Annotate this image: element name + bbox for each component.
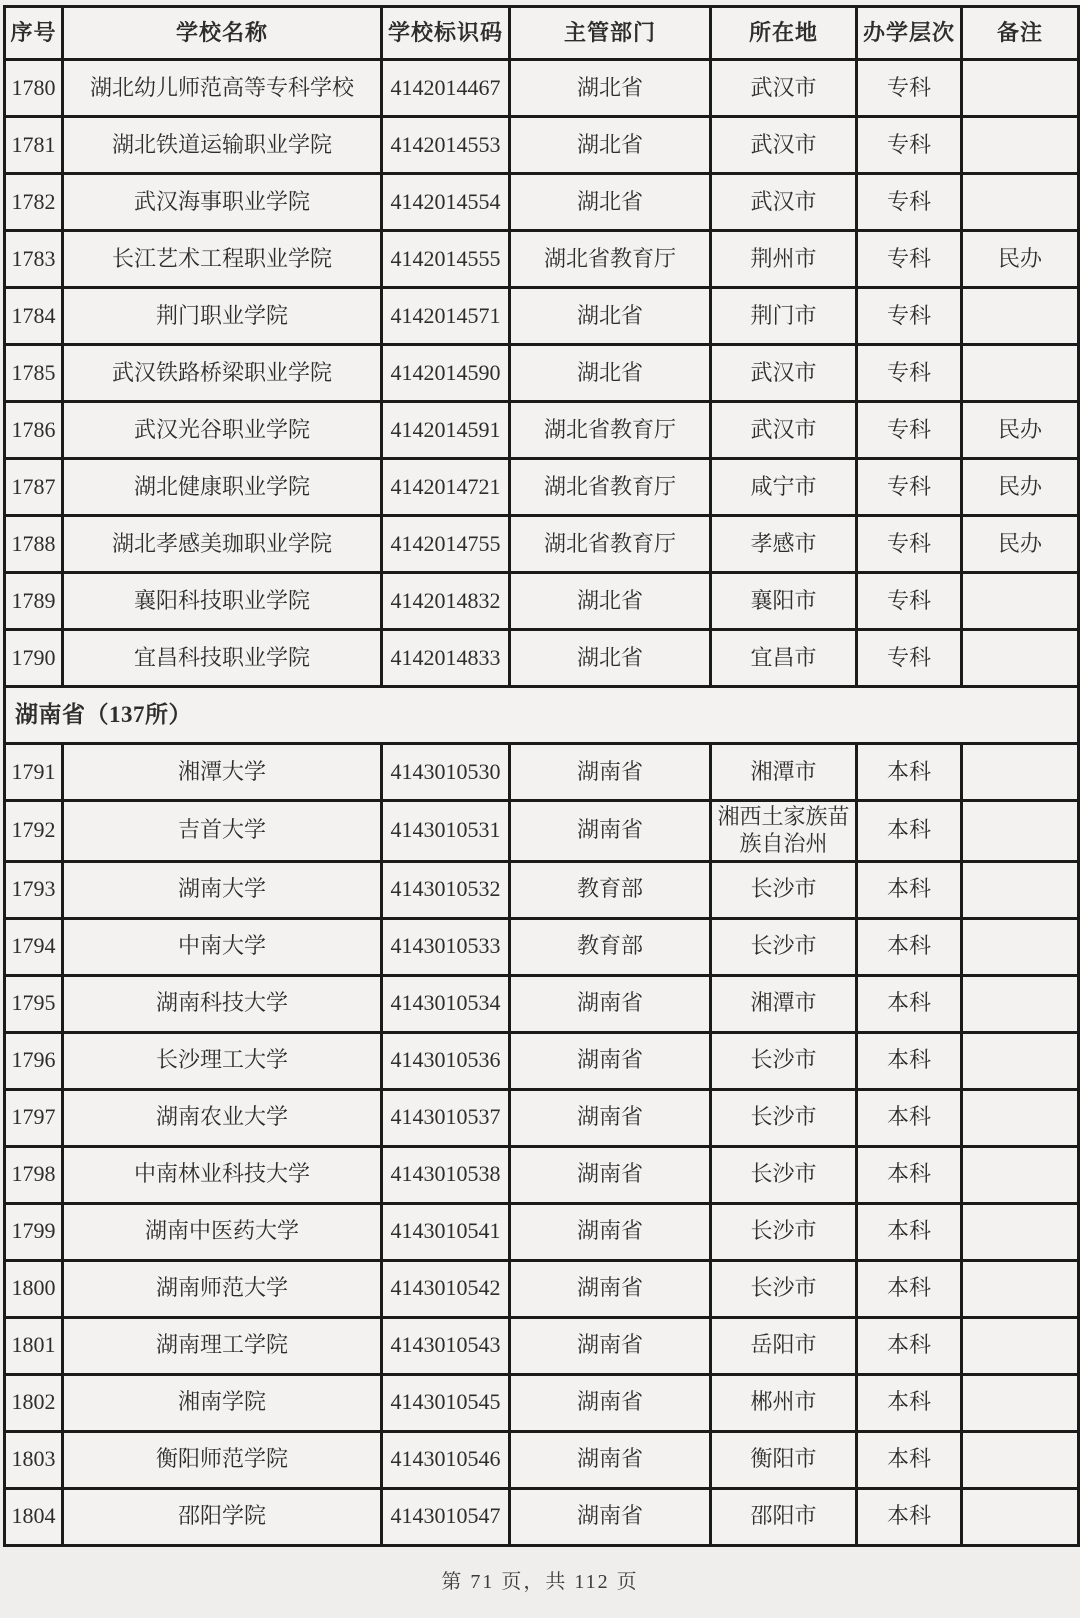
cell-name: 长江艺术工程职业学院	[63, 231, 382, 288]
cell-dept: 湖北省	[510, 60, 711, 117]
cell-name: 襄阳科技职业学院	[63, 573, 382, 630]
table-row	[5, 1260, 1079, 1317]
cell-dept: 湖北省教育厅	[510, 231, 711, 288]
table-row	[5, 801, 1079, 862]
table-row	[5, 861, 1079, 918]
cell-level: 专科	[857, 345, 962, 402]
cell-no: 1801	[5, 1317, 63, 1374]
cell-level: 专科	[857, 459, 962, 516]
cell-code: 4143010533	[382, 918, 510, 975]
cell-city: 襄阳市	[711, 573, 857, 630]
cell-note	[962, 918, 1079, 975]
cell-code: 4142014467	[382, 60, 510, 117]
table-row	[5, 288, 1079, 345]
cell-dept: 湖北省	[510, 345, 711, 402]
cell-note	[962, 1431, 1079, 1488]
cell-dept: 湖北省	[510, 288, 711, 345]
cell-dept: 湖南省	[510, 801, 711, 862]
table-row	[5, 573, 1079, 630]
cell-no: 1802	[5, 1374, 63, 1431]
cell-city: 荆州市	[711, 231, 857, 288]
cell-city: 岳阳市	[711, 1317, 857, 1374]
cell-name: 湖北孝感美珈职业学院	[63, 516, 382, 573]
cell-dept: 湖南省	[510, 1146, 711, 1203]
cell-dept: 湖北省教育厅	[510, 459, 711, 516]
cell-code: 4143010546	[382, 1431, 510, 1488]
cell-note	[962, 1317, 1079, 1374]
cell-dept: 湖南省	[510, 1203, 711, 1260]
table-row	[5, 60, 1079, 117]
cell-level: 专科	[857, 573, 962, 630]
cell-no: 1795	[5, 975, 63, 1032]
cell-note	[962, 801, 1079, 862]
school-list-table	[3, 5, 1080, 1547]
cell-name: 中南大学	[63, 918, 382, 975]
cell-code: 4143010543	[382, 1317, 510, 1374]
cell-name: 湖南大学	[63, 861, 382, 918]
cell-note: 民办	[962, 459, 1079, 516]
cell-note	[962, 117, 1079, 174]
cell-note	[962, 573, 1079, 630]
cell-no: 1785	[5, 345, 63, 402]
cell-city: 武汉市	[711, 60, 857, 117]
cell-city: 荆门市	[711, 288, 857, 345]
table-row	[5, 459, 1079, 516]
cell-code: 4142014555	[382, 231, 510, 288]
table-row	[5, 975, 1079, 1032]
cell-level: 本科	[857, 1317, 962, 1374]
table-row	[5, 231, 1079, 288]
cell-note	[962, 744, 1079, 801]
table-row	[5, 117, 1079, 174]
table-row	[5, 1203, 1079, 1260]
cell-no: 1804	[5, 1488, 63, 1545]
cell-city: 孝感市	[711, 516, 857, 573]
cell-name: 武汉海事职业学院	[63, 174, 382, 231]
table-row	[5, 744, 1079, 801]
cell-dept: 湖南省	[510, 1374, 711, 1431]
cell-name: 湘潭大学	[63, 744, 382, 801]
cell-note	[962, 1032, 1079, 1089]
cell-code: 4143010531	[382, 801, 510, 862]
cell-level: 本科	[857, 1032, 962, 1089]
cell-name: 宜昌科技职业学院	[63, 630, 382, 687]
cell-dept: 湖北省	[510, 573, 711, 630]
cell-level: 本科	[857, 861, 962, 918]
cell-city: 咸宁市	[711, 459, 857, 516]
cell-code: 4143010542	[382, 1260, 510, 1317]
cell-dept: 湖南省	[510, 1089, 711, 1146]
cell-no: 1797	[5, 1089, 63, 1146]
cell-name: 邵阳学院	[63, 1488, 382, 1545]
cell-no: 1800	[5, 1260, 63, 1317]
cell-level: 专科	[857, 231, 962, 288]
cell-no: 1784	[5, 288, 63, 345]
cell-dept: 湖南省	[510, 744, 711, 801]
cell-no: 1783	[5, 231, 63, 288]
cell-name: 湖南师范大学	[63, 1260, 382, 1317]
cell-code: 4142014571	[382, 288, 510, 345]
cell-level: 专科	[857, 516, 962, 573]
cell-code: 4142014832	[382, 573, 510, 630]
cell-no: 1781	[5, 117, 63, 174]
table-row	[5, 174, 1079, 231]
cell-name: 湖南理工学院	[63, 1317, 382, 1374]
section-header-label: 湖南省（137所）	[5, 687, 1079, 744]
cell-level: 本科	[857, 1203, 962, 1260]
cell-dept: 湖北省	[510, 630, 711, 687]
cell-level: 本科	[857, 744, 962, 801]
cell-note	[962, 975, 1079, 1032]
cell-no: 1780	[5, 60, 63, 117]
header-cell-code: 学校标识码	[382, 7, 510, 60]
table-row	[5, 1032, 1079, 1089]
cell-name: 长沙理工大学	[63, 1032, 382, 1089]
cell-note	[962, 1089, 1079, 1146]
cell-note	[962, 288, 1079, 345]
cell-code: 4142014553	[382, 117, 510, 174]
cell-city: 邵阳市	[711, 1488, 857, 1545]
cell-level: 专科	[857, 60, 962, 117]
table-row	[5, 1488, 1079, 1545]
cell-dept: 教育部	[510, 861, 711, 918]
cell-no: 1803	[5, 1431, 63, 1488]
cell-name: 湖北健康职业学院	[63, 459, 382, 516]
cell-code: 4143010537	[382, 1089, 510, 1146]
cell-city: 武汉市	[711, 174, 857, 231]
cell-level: 专科	[857, 288, 962, 345]
cell-name: 武汉铁路桥梁职业学院	[63, 345, 382, 402]
cell-note	[962, 345, 1079, 402]
cell-city: 长沙市	[711, 918, 857, 975]
cell-dept: 湖南省	[510, 1260, 711, 1317]
cell-level: 本科	[857, 801, 962, 862]
table-row	[5, 918, 1079, 975]
cell-no: 1794	[5, 918, 63, 975]
table-row	[5, 1374, 1079, 1431]
cell-city: 长沙市	[711, 1146, 857, 1203]
cell-level: 本科	[857, 1431, 962, 1488]
cell-level: 专科	[857, 402, 962, 459]
cell-dept: 湖北省教育厅	[510, 516, 711, 573]
cell-note	[962, 861, 1079, 918]
cell-city: 湘潭市	[711, 744, 857, 801]
table-row	[5, 345, 1079, 402]
cell-note	[962, 1488, 1079, 1545]
cell-level: 本科	[857, 1374, 962, 1431]
cell-level: 专科	[857, 630, 962, 687]
cell-level: 本科	[857, 1146, 962, 1203]
table-row	[5, 1146, 1079, 1203]
cell-no: 1782	[5, 174, 63, 231]
cell-city: 长沙市	[711, 1032, 857, 1089]
cell-dept: 湖南省	[510, 1317, 711, 1374]
cell-no: 1793	[5, 861, 63, 918]
cell-name: 衡阳师范学院	[63, 1431, 382, 1488]
cell-city: 武汉市	[711, 402, 857, 459]
cell-note	[962, 1374, 1079, 1431]
cell-note: 民办	[962, 402, 1079, 459]
cell-note	[962, 1203, 1079, 1260]
cell-level: 本科	[857, 1089, 962, 1146]
cell-dept: 湖北省教育厅	[510, 402, 711, 459]
cell-code: 4142014833	[382, 630, 510, 687]
cell-city: 湘潭市	[711, 975, 857, 1032]
table-row	[5, 402, 1079, 459]
cell-name: 湖南科技大学	[63, 975, 382, 1032]
cell-level: 本科	[857, 918, 962, 975]
header-cell-name: 学校名称	[63, 7, 382, 60]
cell-city: 郴州市	[711, 1374, 857, 1431]
cell-code: 4142014554	[382, 174, 510, 231]
cell-no: 1787	[5, 459, 63, 516]
cell-note	[962, 1146, 1079, 1203]
cell-code: 4142014721	[382, 459, 510, 516]
cell-no: 1790	[5, 630, 63, 687]
cell-dept: 湖北省	[510, 174, 711, 231]
cell-code: 4143010547	[382, 1488, 510, 1545]
cell-name: 武汉光谷职业学院	[63, 402, 382, 459]
cell-code: 4142014755	[382, 516, 510, 573]
cell-dept: 教育部	[510, 918, 711, 975]
cell-city: 湘西土家族苗族自治州	[711, 801, 857, 862]
cell-code: 4143010530	[382, 744, 510, 801]
cell-no: 1789	[5, 573, 63, 630]
cell-note	[962, 174, 1079, 231]
cell-city: 长沙市	[711, 1203, 857, 1260]
cell-city: 长沙市	[711, 1260, 857, 1317]
table-row	[5, 1089, 1079, 1146]
cell-city: 长沙市	[711, 861, 857, 918]
header-cell-no: 序号	[5, 7, 63, 60]
cell-code: 4143010536	[382, 1032, 510, 1089]
table-row	[5, 630, 1079, 687]
cell-name: 湘南学院	[63, 1374, 382, 1431]
cell-name: 湖北铁道运输职业学院	[63, 117, 382, 174]
cell-code: 4143010538	[382, 1146, 510, 1203]
cell-name: 荆门职业学院	[63, 288, 382, 345]
cell-no: 1798	[5, 1146, 63, 1203]
cell-city: 宜昌市	[711, 630, 857, 687]
cell-no: 1799	[5, 1203, 63, 1260]
cell-city: 武汉市	[711, 117, 857, 174]
cell-code: 4142014590	[382, 345, 510, 402]
header-cell-note: 备注	[962, 7, 1079, 60]
header-cell-city: 所在地	[711, 7, 857, 60]
cell-level: 本科	[857, 1260, 962, 1317]
cell-code: 4143010541	[382, 1203, 510, 1260]
cell-level: 本科	[857, 1488, 962, 1545]
cell-name: 湖北幼儿师范高等专科学校	[63, 60, 382, 117]
cell-no: 1788	[5, 516, 63, 573]
page-footer: 第 71 页，共 112 页	[441, 1570, 639, 1593]
cell-code: 4143010534	[382, 975, 510, 1032]
cell-code: 4142014591	[382, 402, 510, 459]
cell-name: 湖南农业大学	[63, 1089, 382, 1146]
header-cell-dept: 主管部门	[510, 7, 711, 60]
table-row	[5, 1317, 1079, 1374]
cell-city: 衡阳市	[711, 1431, 857, 1488]
cell-note: 民办	[962, 516, 1079, 573]
cell-dept: 湖北省	[510, 117, 711, 174]
cell-name: 湖南中医药大学	[63, 1203, 382, 1260]
cell-level: 专科	[857, 117, 962, 174]
cell-note: 民办	[962, 231, 1079, 288]
cell-note	[962, 60, 1079, 117]
cell-note	[962, 630, 1079, 687]
cell-no: 1786	[5, 402, 63, 459]
cell-note	[962, 1260, 1079, 1317]
table-row	[5, 516, 1079, 573]
cell-dept: 湖南省	[510, 1032, 711, 1089]
cell-level: 本科	[857, 975, 962, 1032]
cell-no: 1792	[5, 801, 63, 862]
cell-no: 1796	[5, 1032, 63, 1089]
cell-code: 4143010532	[382, 861, 510, 918]
section-header-row	[5, 687, 1079, 744]
cell-dept: 湖南省	[510, 975, 711, 1032]
table-row	[5, 1431, 1079, 1488]
header-row	[5, 7, 1079, 60]
cell-name: 吉首大学	[63, 801, 382, 862]
cell-no: 1791	[5, 744, 63, 801]
cell-level: 专科	[857, 174, 962, 231]
cell-dept: 湖南省	[510, 1431, 711, 1488]
cell-dept: 湖南省	[510, 1488, 711, 1545]
cell-city: 长沙市	[711, 1089, 857, 1146]
cell-code: 4143010545	[382, 1374, 510, 1431]
cell-name: 中南林业科技大学	[63, 1146, 382, 1203]
header-cell-level: 办学层次	[857, 7, 962, 60]
cell-city: 武汉市	[711, 345, 857, 402]
